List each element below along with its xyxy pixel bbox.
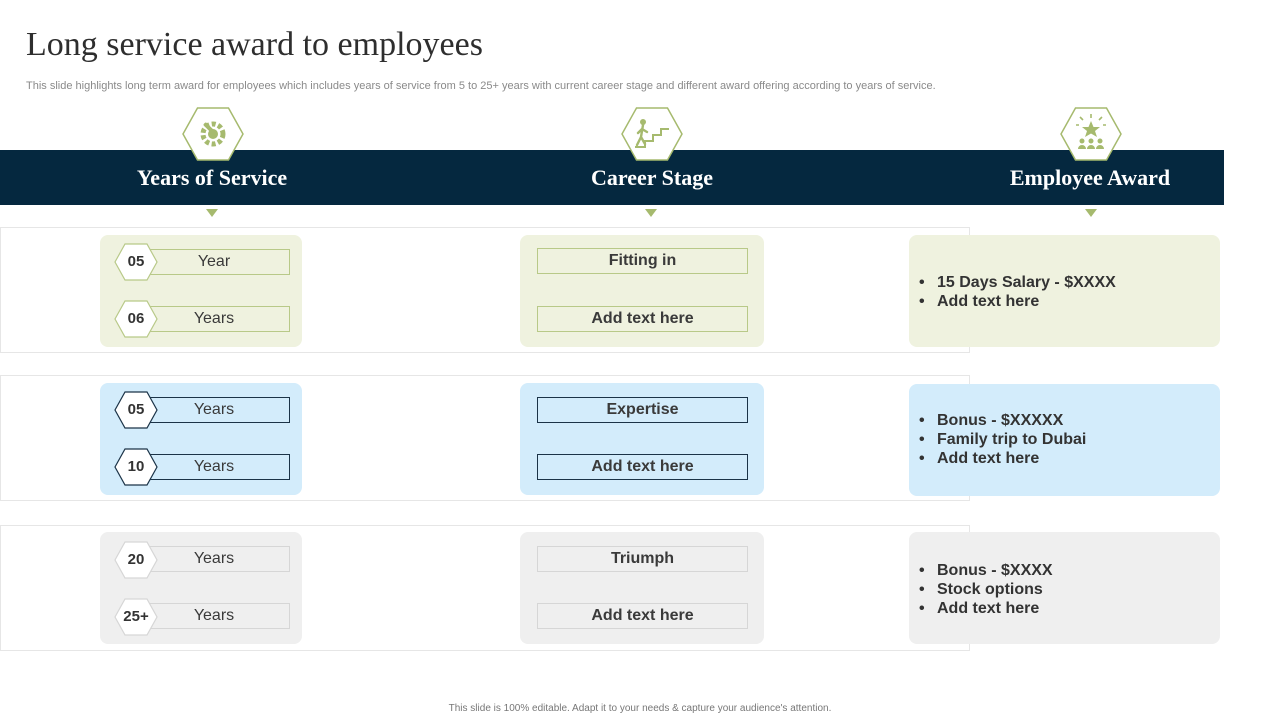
award-card [909,384,1220,496]
footer-note: This slide is 100% editable. Adapt it to your needs & capture your audience's attention. [448,703,832,714]
years-label: Years [138,454,290,480]
years-number-hex: 10 [114,448,158,486]
career-card [520,235,764,347]
career-stage-label: Add text here [537,306,748,332]
years-card [100,383,302,495]
gear-wrench-icon [182,107,244,161]
career-stage-label: Expertise [537,397,748,423]
award-card [909,532,1220,644]
award-item: • Family trip to Dubai [937,430,1220,449]
years-label: Years [138,397,290,423]
award-item: • Add text here [937,599,1220,618]
arrow-down-icon [645,209,657,217]
career-stage-label: Add text here [537,603,748,629]
award-list [909,561,1220,618]
page-title: Long service award to employees [26,26,483,63]
career-card [520,383,764,495]
page-subtitle: This slide highlights long term award for employees which includes years of service from 5 to 25+ years with current career stage and different award offering according to years of service. [26,80,936,92]
arrow-down-icon [206,209,218,217]
award-item: • Add text here [937,292,1220,311]
column-title-years: Years of Service [136,165,288,190]
column-title-career: Career Stage [591,165,713,190]
team-star-icon [1060,107,1122,161]
award-item: • 15 Days Salary - $XXXX [937,273,1220,292]
award-item: • Bonus - $XXXXX [937,411,1220,430]
award-list [909,273,1220,311]
column-title-award: Employee Award [1009,165,1171,190]
years-number-hex: 06 [114,300,158,338]
years-number-hex: 05 [114,391,158,429]
years-card [100,235,302,347]
years-label: Years [138,306,290,332]
years-number-hex: 05 [114,243,158,281]
years-label: Years [138,546,290,572]
career-stage-label: Fitting in [537,248,748,274]
award-item: • Bonus - $XXXX [937,561,1220,580]
career-card [520,532,764,644]
award-card [909,235,1220,347]
climbing-stairs-icon [621,107,683,161]
years-card [100,532,302,644]
arrow-down-icon [1085,209,1097,217]
career-stage-label: Triumph [537,546,748,572]
award-item: • Add text here [937,449,1220,468]
years-label: Years [138,603,290,629]
award-list [909,411,1220,468]
years-number-hex: 20 [114,541,158,579]
career-stage-label: Add text here [537,454,748,480]
years-label: Year [138,249,290,275]
award-item: • Stock options [937,580,1220,599]
years-number-hex: 25+ [114,598,158,636]
